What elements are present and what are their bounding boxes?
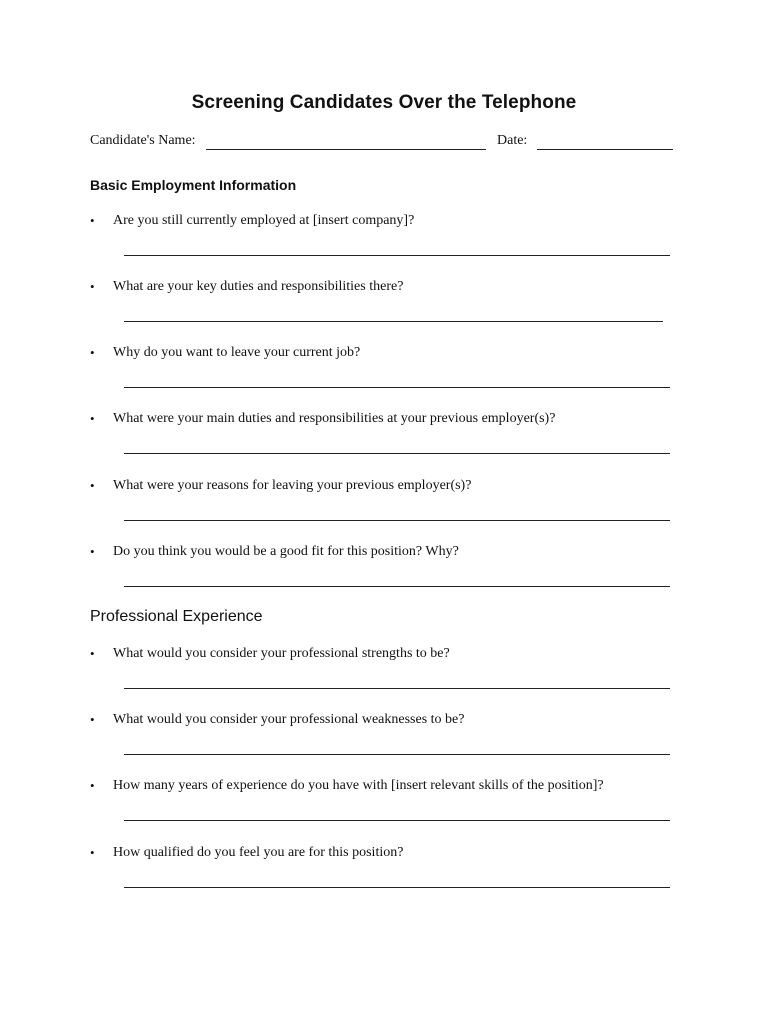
question-text: Are you still currently employed at [insert company]?: [113, 213, 415, 228]
answer-line[interactable]: [124, 321, 663, 322]
question-item: [90, 543, 690, 605]
candidate-name-field[interactable]: [206, 149, 486, 150]
bullet-icon: •: [90, 712, 95, 727]
question-text: What were your reasons for leaving your previous employer(s)?: [113, 478, 472, 493]
bullet-icon: •: [90, 345, 95, 360]
bullet-icon: •: [90, 213, 95, 228]
question-item: [90, 212, 690, 274]
candidate-name-label: Candidate's Name:: [90, 133, 196, 148]
question-item: [90, 278, 690, 340]
question-text: How many years of experience do you have with [insert relevant skills of the position]?: [113, 778, 604, 793]
question-item: [90, 777, 690, 839]
section-heading-professional-experience: Professional Experience: [90, 608, 263, 625]
question-text: Do you think you would be a good fit for this position? Why?: [113, 544, 459, 559]
answer-line[interactable]: [124, 887, 670, 888]
question-text: What were your main duties and responsibilities at your previous employer(s)?: [113, 411, 556, 426]
question-item: [90, 477, 690, 539]
answer-line[interactable]: [124, 820, 670, 821]
bullet-icon: •: [90, 646, 95, 661]
answer-line[interactable]: [124, 387, 670, 388]
bullet-icon: •: [90, 279, 95, 294]
document-title: Screening Candidates Over the Telephone: [191, 92, 577, 113]
date-field[interactable]: [537, 149, 673, 150]
bullet-icon: •: [90, 478, 95, 493]
answer-line[interactable]: [124, 453, 670, 454]
question-item: [90, 410, 690, 472]
question-item: [90, 645, 690, 707]
question-text: What are your key duties and responsibilities there?: [113, 279, 404, 294]
question-text: What would you consider your professional strengths to be?: [113, 646, 450, 661]
date-label: Date:: [497, 133, 528, 148]
question-text: Why do you want to leave your current job?: [113, 345, 361, 360]
question-text: What would you consider your professional weaknesses to be?: [113, 712, 465, 727]
answer-line[interactable]: [124, 255, 670, 256]
bullet-icon: •: [90, 845, 95, 860]
question-item: [90, 344, 690, 406]
answer-line[interactable]: [124, 586, 670, 587]
answer-line[interactable]: [124, 520, 670, 521]
bullet-icon: •: [90, 544, 95, 559]
section-heading-basic-employment: Basic Employment Information: [90, 177, 297, 193]
bullet-icon: •: [90, 778, 95, 793]
answer-line[interactable]: [124, 754, 670, 755]
question-item: [90, 844, 690, 906]
answer-line[interactable]: [124, 688, 670, 689]
question-text: How qualified do you feel you are for this position?: [113, 845, 404, 860]
bullet-icon: •: [90, 411, 95, 426]
question-item: [90, 711, 690, 773]
